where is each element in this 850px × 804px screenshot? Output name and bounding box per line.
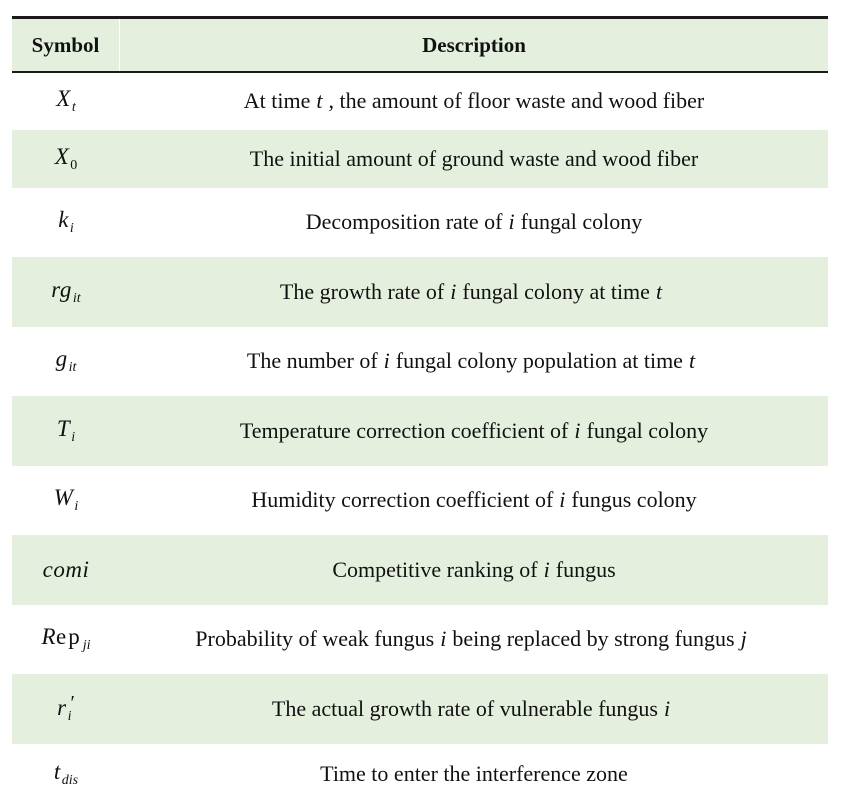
row-symbol	[12, 557, 120, 583]
symbol-prime: ′	[70, 692, 75, 714]
row-description	[120, 761, 828, 787]
row-symbol	[12, 346, 120, 376]
symbol-base: k	[58, 207, 69, 232]
symbol-subscript: i	[67, 709, 72, 724]
symbol-subscript: t	[71, 100, 76, 115]
math-variable: j	[740, 626, 747, 651]
row-description	[120, 88, 828, 114]
row-symbol	[12, 759, 120, 789]
row-description	[120, 209, 828, 235]
row-symbol	[12, 692, 120, 725]
symbol-subscript: 0	[70, 157, 78, 173]
math-variable: i	[574, 417, 581, 443]
table-row	[12, 605, 828, 674]
symbol-subscript: i	[71, 429, 76, 445]
row-symbol	[12, 624, 120, 654]
table-row	[12, 130, 828, 188]
row-symbol	[12, 277, 120, 307]
symbol-subscript: it	[72, 290, 81, 306]
description-text: Decomposition rate of	[305, 209, 503, 234]
math-variable: i	[508, 209, 515, 234]
math-variable: t	[316, 88, 323, 113]
row-symbol	[12, 86, 120, 116]
math-variable: i	[383, 348, 390, 373]
description-text: fungus	[555, 556, 616, 582]
symbol-base: g	[55, 346, 68, 371]
row-symbol	[12, 416, 120, 446]
symbol-base: X	[56, 86, 71, 111]
row-description	[120, 557, 828, 583]
table-row	[12, 188, 828, 257]
description-text: , the amount of floor waste and wood fiber	[328, 88, 705, 113]
row-symbol	[12, 207, 120, 237]
symbol-base: X	[54, 143, 70, 169]
symbol-base: t	[53, 758, 61, 784]
description-text: fungal colony	[520, 209, 643, 234]
row-description	[120, 279, 828, 305]
table-row	[12, 466, 828, 535]
description-text: Time to enter the interference zone	[320, 760, 628, 786]
description-text: The initial amount of ground waste and wood fiber	[249, 145, 699, 171]
description-text: Humidity correction coefficient of	[251, 487, 554, 512]
description-text: fungal colony	[586, 417, 709, 443]
symbol-subscript: i	[69, 221, 74, 236]
symbol-table	[12, 16, 828, 804]
header-description: Description	[422, 32, 526, 57]
symbol-subscript: ji	[82, 638, 91, 653]
math-variable: i	[663, 695, 671, 721]
math-variable: i	[559, 487, 566, 512]
description-text: Competitive ranking of	[332, 556, 538, 582]
symbol-subscript: it	[68, 360, 77, 375]
table-header-row	[12, 19, 828, 71]
symbol-base: R	[41, 624, 57, 649]
description-text: Temperature correction coefficient of	[239, 417, 569, 443]
row-description	[120, 348, 828, 374]
math-variable: i	[440, 626, 447, 651]
row-symbol	[12, 485, 120, 515]
table-row	[12, 535, 828, 605]
header-symbol: Symbol	[12, 19, 120, 71]
symbol-base: W	[53, 485, 74, 510]
table-row	[12, 257, 828, 327]
symbol-base: r	[57, 695, 67, 720]
description-text: The actual growth rate of vulnerable fungus	[271, 695, 658, 721]
math-variable: t	[688, 348, 696, 373]
symbol-subscript: dis	[61, 772, 79, 788]
symbol-subscript: i	[74, 499, 79, 514]
math-variable: t	[655, 278, 663, 304]
row-description	[120, 487, 828, 513]
description-text: being replaced by strong fungus	[452, 626, 735, 651]
symbol-base: T	[56, 415, 71, 441]
description-text: Probability of weak fungus	[195, 626, 435, 651]
description-text: At time	[243, 88, 311, 113]
symbol-base: comi	[42, 556, 90, 582]
symbol-base-tail: ep	[56, 624, 82, 649]
description-text: fungal colony at time	[462, 278, 650, 304]
row-symbol	[12, 144, 120, 174]
description-text: The number of	[246, 348, 378, 373]
math-variable: i	[450, 278, 457, 304]
description-text: fungus colony	[571, 487, 697, 512]
table-row	[12, 396, 828, 466]
row-description	[120, 146, 828, 172]
row-description	[120, 696, 828, 722]
table-row	[12, 744, 828, 804]
table-row	[12, 327, 828, 396]
table-row	[12, 674, 828, 744]
table-row	[12, 73, 828, 130]
description-text: The growth rate of	[279, 278, 445, 304]
symbol-base: rg	[51, 276, 72, 302]
description-text: fungal colony population at time	[395, 348, 683, 373]
math-variable: i	[543, 556, 550, 582]
row-description	[120, 418, 828, 444]
row-description	[120, 626, 828, 652]
